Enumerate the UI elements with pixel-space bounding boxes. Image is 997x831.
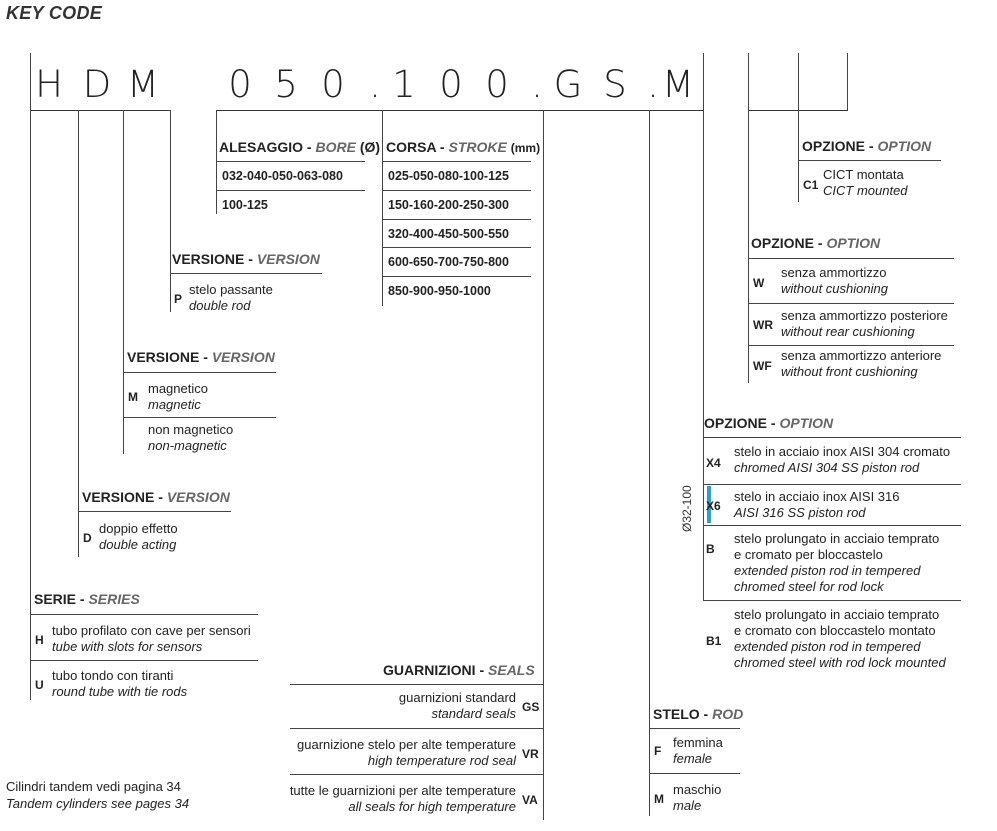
option-rod-divider-3 bbox=[703, 600, 961, 601]
option-cushion-code: WF bbox=[753, 359, 772, 373]
seals-divider-2 bbox=[290, 774, 543, 775]
version-p-divider bbox=[170, 273, 322, 274]
stroke-value: 600-650-700-750-800 bbox=[388, 255, 509, 269]
option-cict-desc: CICT montata CICT mounted bbox=[823, 167, 908, 198]
code-char: M bbox=[127, 63, 159, 106]
option-rod-desc: stelo prolungato in acciaio temprato e cromato per bloccastelo extended piston rod in tempered chromed steel for rod lock bbox=[734, 531, 940, 594]
connector-version-p bbox=[170, 110, 171, 312]
version-d-divider bbox=[78, 511, 231, 512]
version-m-desc: magnetico magnetic bbox=[148, 381, 208, 412]
seals-code: VA bbox=[522, 793, 538, 807]
option-rod-divider-0 bbox=[703, 437, 961, 438]
version-p-header: VERSIONE - VERSION bbox=[172, 251, 320, 267]
code-char: H bbox=[35, 63, 63, 106]
version-m-header: VERSIONE - VERSION bbox=[127, 349, 275, 365]
option-cict-header: OPZIONE - OPTION bbox=[802, 138, 932, 154]
option-rod-desc: stelo in acciaio inox AISI 316 AISI 316 SS piston rod bbox=[734, 489, 900, 520]
option-cushion-divider-1 bbox=[748, 303, 954, 304]
option-cushion-divider-2 bbox=[748, 345, 954, 346]
code-underline-1 bbox=[30, 110, 170, 111]
connector-option-rod bbox=[703, 53, 704, 600]
code-char: 0 bbox=[228, 63, 252, 106]
rod-desc: femmina female bbox=[673, 735, 723, 766]
version-m-desc: non magnetico non-magnetic bbox=[148, 422, 234, 453]
version-m-divider-0 bbox=[123, 372, 276, 373]
version-p-code: P bbox=[174, 292, 183, 306]
seals-desc: guarnizione stelo per alte temperature high temperature rod seal bbox=[297, 737, 516, 768]
version-m-divider-1 bbox=[123, 417, 276, 418]
version-p-desc: stelo passante double rod bbox=[189, 282, 273, 313]
rod-divider-0 bbox=[649, 728, 740, 729]
option-rod-desc: stelo in acciaio inox AISI 304 cromato chromed AISI 304 SS piston rod bbox=[734, 444, 951, 475]
connector-version-m bbox=[123, 110, 124, 454]
seals-code: GS bbox=[522, 700, 540, 714]
bore-divider-1 bbox=[216, 190, 365, 191]
stroke-value: 850-900-950-1000 bbox=[388, 284, 491, 298]
bore-value: 100-125 bbox=[222, 198, 268, 212]
version-d-desc: doppio effetto double acting bbox=[99, 521, 178, 552]
option-cict-code: C1 bbox=[803, 178, 819, 192]
code-char: M bbox=[662, 63, 694, 106]
option-cushion-code: WR bbox=[753, 318, 773, 332]
seals-header: GUARNIZIONI - SEALS bbox=[383, 662, 535, 678]
code-char: . bbox=[369, 63, 381, 106]
option-rod-code: B1 bbox=[706, 634, 722, 648]
series-header: SERIE - SERIES bbox=[34, 591, 140, 607]
code-char: 5 bbox=[274, 63, 298, 106]
bore-header: ALESAGGIO - BORE (Ø) bbox=[219, 139, 381, 155]
option-cushion-desc: senza ammortizzo anteriore without front cushioning bbox=[781, 348, 942, 379]
stroke-divider-3 bbox=[382, 247, 531, 248]
option-cushion-desc: senza ammortizzo without cushioning bbox=[781, 265, 888, 296]
stroke-value: 150-160-200-250-300 bbox=[388, 198, 509, 212]
version-d-header: VERSIONE - VERSION bbox=[82, 489, 230, 505]
bore-value: 032-040-050-063-080 bbox=[222, 169, 343, 183]
connector-seals bbox=[543, 110, 544, 820]
rod-code: M bbox=[654, 792, 664, 806]
rod-header: STELO - ROD bbox=[653, 706, 744, 722]
version-d-code: D bbox=[83, 531, 92, 545]
option-cushion-header: OPZIONE - OPTION bbox=[751, 235, 881, 251]
code-char: 1 bbox=[392, 63, 416, 106]
seals-desc: tutte le guarnizioni per alte temperature all seals for high temperature bbox=[289, 783, 516, 814]
option-rod-code: X4 bbox=[706, 456, 721, 470]
seals-divider-0 bbox=[290, 684, 543, 685]
option-rod-divider-2 bbox=[703, 525, 961, 526]
rod-code: F bbox=[654, 744, 662, 758]
option-rod-side-label: Ø32-100 bbox=[680, 485, 694, 532]
option-rod-code: X6 bbox=[706, 499, 721, 513]
connector-version-d bbox=[78, 110, 79, 557]
connector-rod bbox=[649, 110, 650, 816]
series-desc: tubo tondo con tiranti round tube with tie rods bbox=[52, 668, 188, 699]
stroke-divider-4 bbox=[382, 276, 531, 277]
series-divider-1 bbox=[30, 660, 258, 661]
connector-option-cushion bbox=[748, 53, 749, 383]
option-cushion-divider-0 bbox=[748, 258, 954, 259]
code-char: 0 bbox=[439, 63, 463, 106]
code-char: G bbox=[553, 63, 583, 106]
version-m-code: M bbox=[128, 390, 138, 404]
option-rod-desc: stelo prolungato in acciaio temprato e cromato con bloccastelo montato extended piston rod in tempered chromed steel with rod lock mounted bbox=[734, 607, 946, 670]
series-desc: tubo profilato con cave per sensori tube with slots for sensors bbox=[52, 623, 251, 654]
option-cushion-code: W bbox=[753, 276, 765, 290]
stroke-divider-0 bbox=[382, 161, 531, 162]
series-divider-0 bbox=[30, 614, 258, 615]
seals-divider-1 bbox=[290, 728, 543, 729]
connector-option-cict bbox=[798, 53, 799, 202]
rod-divider-1 bbox=[649, 773, 740, 774]
code-underline-2 bbox=[216, 110, 703, 111]
code-char: S bbox=[603, 63, 627, 106]
option-rod-code: B bbox=[706, 542, 715, 556]
seals-code: VR bbox=[522, 747, 539, 761]
connector-bore bbox=[216, 110, 217, 214]
connector-series bbox=[30, 110, 31, 700]
footer-note: Cilindri tandem vedi pagina 34 Tandem cylinders see pages 34 bbox=[6, 779, 190, 811]
option-cict-divider bbox=[798, 160, 941, 161]
code-char: 0 bbox=[485, 63, 509, 106]
option-cushion-desc: senza ammortizzo posteriore without rear cushioning bbox=[781, 308, 948, 339]
bore-divider-0 bbox=[216, 161, 365, 162]
series-code: H bbox=[35, 633, 44, 647]
rod-desc: maschio male bbox=[673, 782, 722, 813]
page-title: KEY CODE bbox=[6, 3, 103, 23]
stroke-divider-2 bbox=[382, 219, 531, 220]
code-frame-right bbox=[847, 53, 848, 110]
code-char: . bbox=[531, 63, 543, 106]
series-code: U bbox=[35, 678, 44, 692]
seals-desc: guarnizioni standard standard seals bbox=[398, 690, 516, 721]
code-char: D bbox=[82, 63, 112, 106]
option-rod-header: OPZIONE - OPTION bbox=[704, 415, 834, 431]
option-rod-divider-1 bbox=[703, 484, 961, 485]
code-char: . bbox=[647, 63, 659, 106]
code-char: 0 bbox=[321, 63, 345, 106]
stroke-header: CORSA - STROKE (mm) bbox=[386, 139, 541, 155]
stroke-value: 025-050-080-100-125 bbox=[388, 169, 509, 183]
stroke-value: 320-400-450-500-550 bbox=[388, 227, 509, 241]
stroke-divider-1 bbox=[382, 190, 531, 191]
